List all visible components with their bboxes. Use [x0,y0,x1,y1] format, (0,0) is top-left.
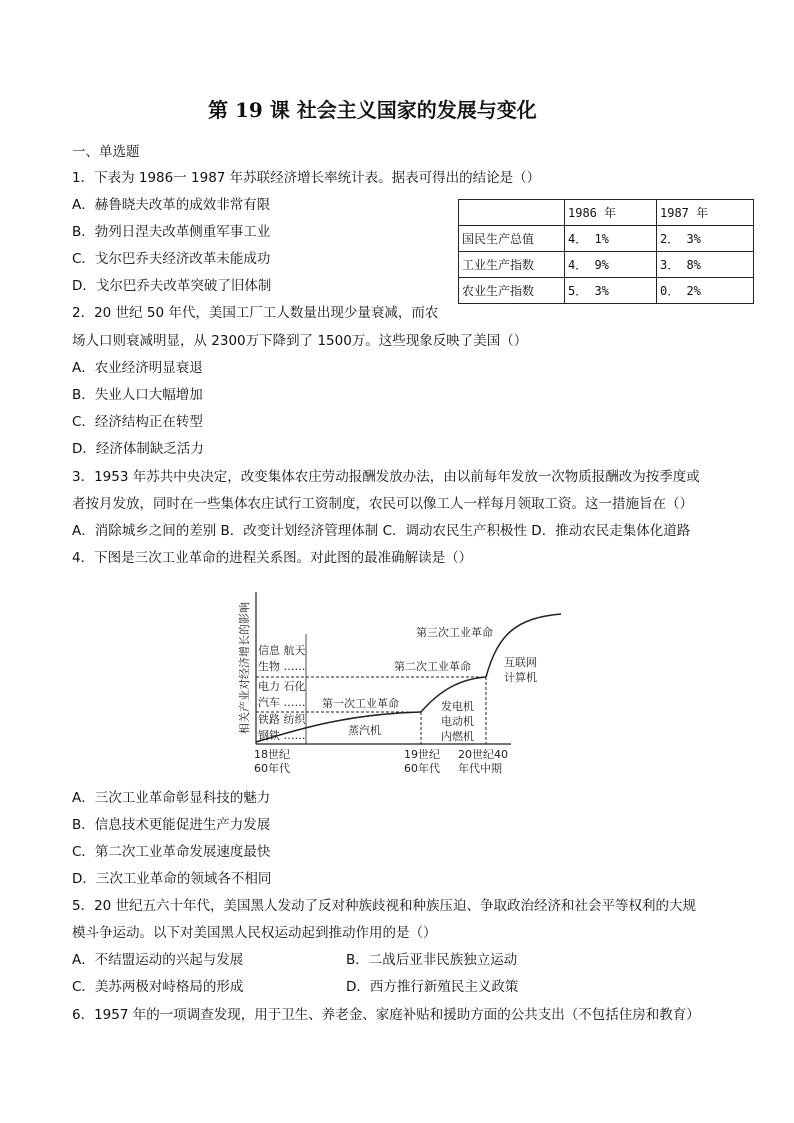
left-label: 电力 石化 [258,680,306,693]
q5-option-c: C．美苏两极对峙格局的形成 [72,979,244,995]
table-row [459,278,754,304]
region-label-second: 发电机 [441,700,474,713]
x-tick-label: 年代中期 [458,762,502,774]
q3-stem-line2: 者按月发放，同时在一些集体农庄试行工资制度，农民可以像工人一样每月领取工资。这一措施旨在（） [72,496,693,512]
table-cell: 工业生产指数 [459,252,565,278]
table-cell: 2． 3% [657,226,754,252]
q1-option-a: A．赫鲁晓夫改革的成效非常有限 [72,197,271,213]
q1-stem: 1．下表为 1986一 1987 年苏联经济增长率统计表。据表可得出的结论是（） [72,170,541,186]
left-label: 钢铁 …… [258,729,306,742]
table-cell: 农业生产指数 [459,278,565,304]
region-label-third: 互联网 [504,656,537,669]
table-header: 1986 年 [565,200,657,226]
x-tick-label: 60年代 [254,762,290,774]
table-row [459,252,754,278]
left-label: 生物 …… [258,660,306,673]
table-cell: 5． 3% [565,278,657,304]
curve-label-third: 第三次工业革命 [416,626,493,639]
page-title: 第 19 课 社会主义国家的发展与变化 [208,98,537,122]
region-label-first: 蒸汽机 [348,724,381,737]
q6-stem: 6．1957 年的一项调查发现，用于卫生、养老金、家庭补贴和援助方面的公共支出（不包括住房和教育） [72,1007,700,1023]
q5-option-a: A．不结盟运动的兴起与发展 [72,952,244,968]
q5-option-d: D．西方推行新殖民主义政策 [346,979,519,995]
x-tick-label: 19世纪 [404,748,440,761]
table-cell: 4． 9% [565,252,657,278]
q3-options: A．消除城乡之间的差别 B．改变计划经济管理体制 C．调动农民生产积极性 D．推动农民走集体化道路 [72,523,691,539]
q4-option-d: D．三次工业革命的领域各不相同 [72,871,272,887]
q3-stem-line1: 3．1953 年苏共中央决定，改变集体农庄劳动报酬发放办法，由以前每年发放一次物质报酬改为按季度或 [72,469,700,485]
curve-label-second: 第二次工业革命 [394,660,471,673]
q1-growth-table [458,199,754,304]
x-tick-label: 18世纪 [254,748,290,761]
q1-option-c: C．戈尔巴乔夫经济改革未能成功 [72,251,271,267]
q1-option-d: D．戈尔巴乔夫改革突破了旧体制 [72,278,272,294]
table-cell: 0． 2% [657,278,754,304]
table-cell: 4． 1% [565,226,657,252]
q2-stem-line2: 场人口则衰减明显，从 2300万下降到了 1500万。这些现象反映了美国（） [72,333,528,349]
region-label-second: 内燃机 [441,730,474,743]
region-label-third: 计算机 [504,671,537,684]
q2-stem-line1: 2．20 世纪 50 年代，美国工厂工人数量出现少量衰减，而农 [72,305,439,321]
curve-label-first: 第一次工业革命 [322,697,399,710]
table-row [459,226,754,252]
industrial-revolution-figure [236,584,566,774]
q2-option-a: A．农业经济明显衰退 [72,360,203,376]
left-label: 铁路 纺织 [258,713,306,726]
q2-option-d: D．经济体制缺乏活力 [72,441,204,457]
left-label: 信息 航天 [258,644,306,657]
q5-stem-line2: 模斗争运动。以下对美国黑人民权运动起到推动作用的是（） [72,925,437,941]
table-cell: 3． 8% [657,252,754,278]
table-cell: 国民生产总值 [459,226,565,252]
x-tick-label: 60年代 [404,762,440,774]
q4-option-a: A．三次工业革命彰显科技的魅力 [72,790,271,806]
q4-option-c: C．第二次工业革命发展速度最快 [72,844,271,860]
section-heading: 一、单选题 [72,144,140,160]
q5-option-b: B．二战后亚非民族独立运动 [346,952,518,968]
table-header: 1987 年 [657,200,754,226]
x-tick-label: 20世纪40 [458,748,508,761]
figure-y-label: 相关产业对经济增长的影响 [238,602,251,734]
left-label: 汽车 …… [258,696,306,709]
q1-option-b: B．勃列日涅夫改革侧重军事工业 [72,224,271,240]
q2-option-b: B．失业人口大幅增加 [72,387,203,403]
q4-option-b: B．信息技术更能促进生产力发展 [72,817,271,833]
table-cell [459,200,565,226]
q5-stem-line1: 5．20 世纪五六十年代，美国黑人发动了反对种族歧视和种族压迫、争取政治经济和社会平等权利的大规 [72,898,697,914]
region-label-second: 电动机 [441,715,474,728]
q2-option-c: C．经济结构正在转型 [72,414,203,430]
table-row [459,200,754,226]
q4-stem: 4．下图是三次工业革命的进程关系图。对此图的最准确解读是（） [72,550,473,566]
